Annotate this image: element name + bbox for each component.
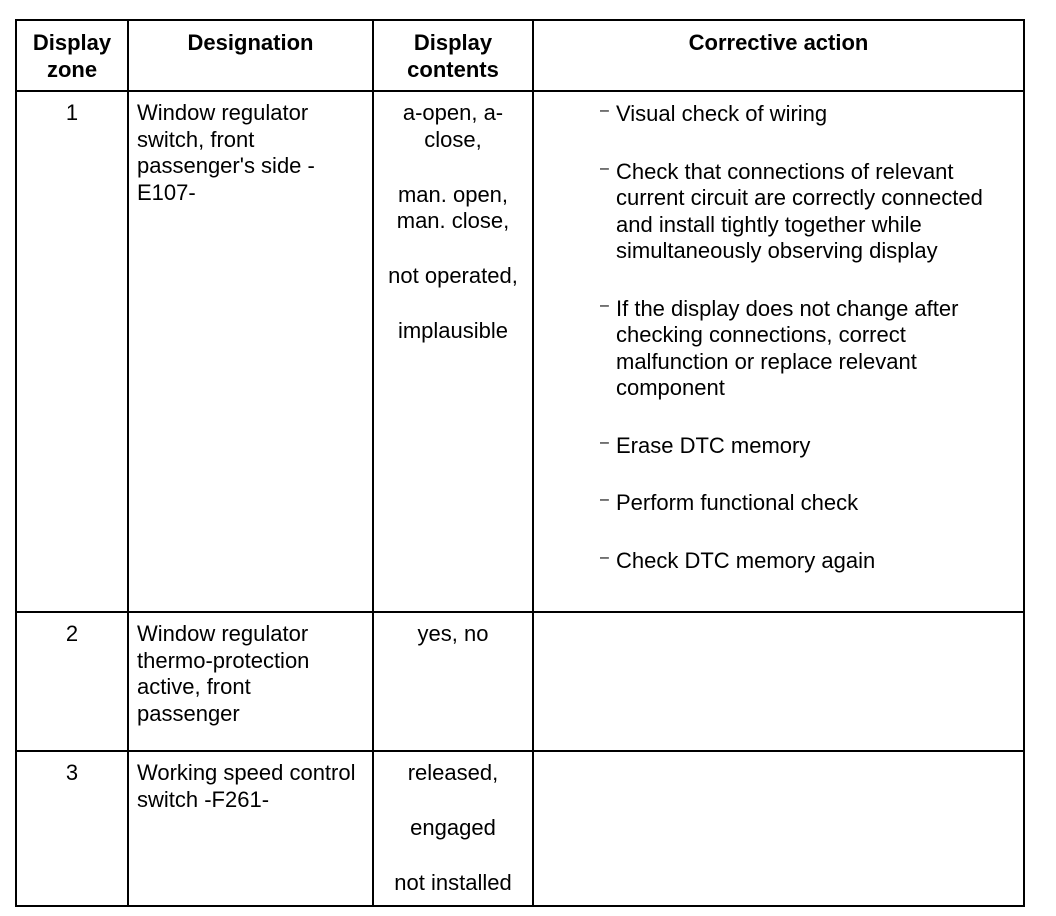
designation-cell: [128, 91, 373, 612]
contents-value: released,: [407, 760, 499, 785]
list-item: [600, 490, 1023, 517]
designation-cell: [128, 751, 373, 906]
header-designation: Designation: [128, 20, 373, 91]
contents-value: implausible: [397, 318, 509, 343]
contents-cell: [373, 91, 533, 612]
bullet-dash: –: [600, 102, 609, 119]
corrective-action-cell: [533, 91, 1024, 612]
bullet-dash: –: [600, 491, 609, 508]
contents-value: not operated,: [388, 263, 518, 288]
header-display-zone: [16, 20, 128, 91]
contents-value: a-open, a-close,: [402, 100, 504, 152]
list-item: [600, 159, 1023, 265]
list-item: [600, 296, 1023, 402]
header-corrective-action: Corrective action: [533, 20, 1024, 91]
zone-cell: 1: [16, 91, 128, 612]
list-item: [600, 548, 1023, 575]
table-row: [16, 91, 1024, 612]
list-item: [600, 101, 1023, 128]
corrective-action-cell: [533, 612, 1024, 751]
action-text: Check that connections of relevant current circuit are correctly connected and install tightly together while simultaneously observing display: [616, 158, 983, 263]
action-text: Perform functional check: [616, 490, 859, 515]
header-display-contents-label: Display contents: [407, 30, 499, 82]
contents-value: engaged: [410, 815, 496, 840]
table-header-row: [16, 20, 1024, 91]
designation-cell: [128, 612, 373, 751]
designation-text: Window regulator switch, front passenger's side -E107-: [137, 100, 315, 205]
action-text: If the display does not change after checking connections, correct malfunction or replace relevant component: [616, 295, 959, 400]
header-display-zone-label: Display zone: [32, 30, 112, 82]
contents-value: yes, no: [417, 621, 489, 646]
contents-value: man. open, man. close,: [396, 181, 510, 233]
designation-text: Window regulator thermo-protection active, front passenger: [137, 621, 310, 726]
bullet-dash: –: [600, 159, 609, 177]
zone-cell: 2: [16, 612, 128, 751]
zone-cell: 3: [16, 751, 128, 906]
contents-value: not installed: [394, 870, 512, 895]
action-text: Erase DTC memory: [616, 432, 811, 458]
designation-text: Working speed control switch -F261-: [137, 760, 356, 812]
contents-cell: [373, 612, 533, 751]
table-row: [16, 612, 1024, 751]
corrective-action-cell: [533, 751, 1024, 906]
contents-cell: [373, 751, 533, 906]
action-text: Check DTC memory again: [616, 547, 876, 573]
bullet-dash: –: [600, 548, 609, 566]
bullet-dash: –: [600, 433, 609, 451]
header-display-contents: [373, 20, 533, 91]
list-item: [600, 433, 1023, 460]
table-row: [16, 751, 1024, 906]
bullet-dash: –: [600, 296, 609, 314]
action-text: Visual check of wiring: [616, 101, 828, 126]
diagnostic-table: [15, 19, 1025, 907]
